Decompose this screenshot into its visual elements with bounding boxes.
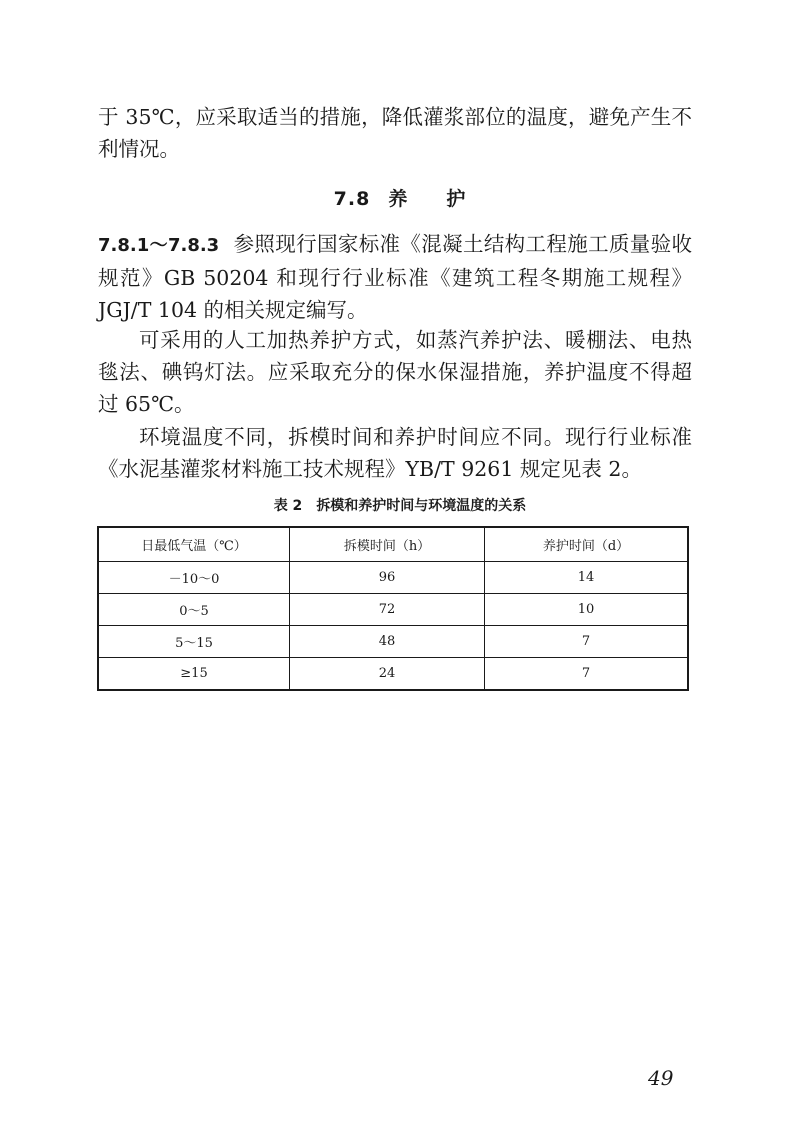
cell-formwork: 72 [290, 594, 485, 626]
curing-time-table [97, 526, 689, 691]
table-title: 拆模和养护时间与环境温度的关系 [316, 498, 527, 514]
section-title-char-1: 养 [388, 188, 409, 210]
cell-temp: 0～5 [98, 594, 290, 626]
header-curing-time: 养护时间（d） [485, 527, 689, 562]
section-title-char-2: 护 [446, 188, 467, 210]
paragraph-heating-methods: 可采用的人工加热养护方式，如蒸汽养护法、暖棚法、电热毯法、碘钨灯法。应采取充分的保水保湿措施，养护温度不得超过 65℃。 [98, 328, 692, 416]
table-row [98, 594, 688, 626]
clause-number: 7.8.1～7.8.3 [98, 235, 220, 256]
header-formwork-time: 拆模时间（h） [290, 527, 485, 562]
table-row [98, 658, 688, 691]
paragraph-temperature: 环境温度不同，拆模时间和养护时间应不同。现行行业标准《水泥基灌浆材料施工技术规程》YB/T 9261 规定见表 2。 [98, 425, 692, 481]
clause-text: 参照现行国家标准《混凝土结构工程施工质量验收规范》GB 50204 和现行行业标准《建筑工程冬期施工规程》JGJ/T 104 的相关规定编写。 [98, 232, 693, 322]
paragraph-continuation: 于 35℃，应采取适当的措施，降低灌浆部位的温度，避免产生不利情况。 [98, 105, 692, 161]
clause-paragraph [98, 228, 692, 326]
table-caption [0, 494, 800, 518]
table-row [98, 562, 688, 594]
cell-temp: 5～15 [98, 626, 290, 658]
cell-formwork: 24 [290, 658, 485, 691]
table-header-row [98, 527, 688, 562]
cell-temp: －10～0 [98, 562, 290, 594]
table-number: 表 2 [273, 498, 303, 514]
header-min-temp: 日最低气温（℃） [98, 527, 290, 562]
cell-curing: 14 [485, 562, 689, 594]
cell-curing: 7 [485, 658, 689, 691]
cell-curing: 10 [485, 594, 689, 626]
page-number: 49 [648, 1066, 674, 1090]
section-number: 7.8 [333, 188, 371, 210]
cell-formwork: 48 [290, 626, 485, 658]
section-heading [0, 185, 800, 213]
table-row [98, 626, 688, 658]
cell-formwork: 96 [290, 562, 485, 594]
cell-temp: ≥15 [98, 658, 290, 691]
cell-curing: 7 [485, 626, 689, 658]
